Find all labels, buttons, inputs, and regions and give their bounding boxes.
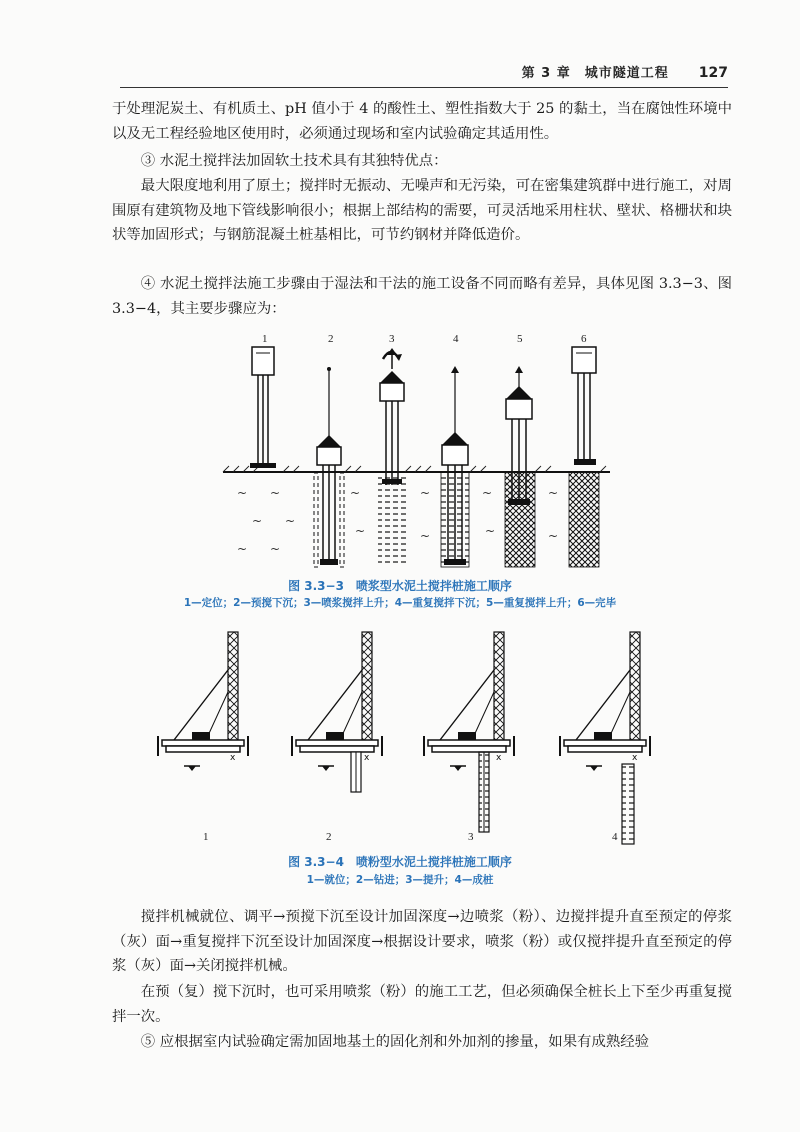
rig-step-6-complete <box>569 347 599 567</box>
svg-text:~: ~ <box>350 486 361 500</box>
fig1-step-label: 6 <box>581 333 587 345</box>
paragraph-dosage: ⑤ 应根据室内试验确定需加固地基土的固化剂和外加剂的掺量，如果有成熟经验 <box>140 1034 650 1050</box>
fig1-step-label: 4 <box>453 333 459 345</box>
fig2-step-label: 4 <box>612 831 618 843</box>
fig2-step-label: 2 <box>326 831 332 843</box>
chapter-title: 第 3 章 城市隧道工程 <box>521 66 669 81</box>
paragraph-procedure: 搅拌机械就位、调平→预搅下沉至设计加固深度→边喷浆（粉）、边搅拌提升直至预定的停浆（灰）面→重复搅拌下沉至设计加固深度→根据设计要求，喷浆（粉）或仅搅拌提升直至预定的停浆（灰）面→关闭搅拌机械。 <box>112 909 732 974</box>
rig-step-1-positioning <box>250 347 276 468</box>
fig2-step-label: 1 <box>203 831 209 843</box>
svg-text:~: ~ <box>482 486 493 500</box>
fig1-step-label: 5 <box>517 333 523 345</box>
figure-3-4-caption: 图 3.3−4 喷粉型水泥土搅拌桩施工顺序 <box>288 855 512 869</box>
svg-text:~: ~ <box>237 486 248 500</box>
svg-text:~: ~ <box>420 486 431 500</box>
page-number: 127 <box>698 65 728 81</box>
fig1-step-label: 1 <box>262 333 268 345</box>
paragraph-continued: 于处理泥炭土、有机质土、pH 值小于 4 的酸性土、塑性指数大于 25 的黏土，当在腐蚀性环境中以及无工程经验地区使用时，必须通过现场和室内试验确定其适用性。 <box>112 101 732 142</box>
svg-text:~: ~ <box>285 514 296 528</box>
header-rule <box>120 87 728 88</box>
fig1-step-label: 3 <box>389 333 395 345</box>
figure-3-4-dry-mixing-diagram: x 1 2 3 4 <box>0 628 800 848</box>
rig-step-4-repeat-descent <box>441 366 469 567</box>
fig2-step-label: 3 <box>468 831 474 843</box>
rig-dry-step-4-pile-formed <box>560 632 650 844</box>
figure-3-3-legend: 1—定位；2—预搅下沉；3—喷浆搅拌上升；4—重复搅拌下沉；5—重复搅拌上升；6—完毕 <box>183 597 617 609</box>
rig-step-3-jet-lift <box>378 348 406 567</box>
figure-3-4-legend: 1—就位；2—钻进；3—提升；4—成桩 <box>306 874 494 886</box>
paragraph-steps-intro: ④ 水泥土搅拌法施工步骤由于湿法和干法的施工设备不同而略有差异，具体见图 3.3−3、图 3.3−4，其主要步骤应为： <box>112 276 732 317</box>
svg-text:~: ~ <box>252 514 263 528</box>
rig-dry-step-3-lifting <box>424 632 514 832</box>
figure-3-3-caption: 图 3.3−3 喷浆型水泥土搅拌桩施工顺序 <box>288 579 512 593</box>
rig-dry-step-1-positioning <box>158 632 248 771</box>
svg-text:~: ~ <box>485 524 496 538</box>
rig-step-2-descent <box>314 367 344 567</box>
svg-text:~: ~ <box>270 542 281 556</box>
paragraph-premix-note: 在预（复）搅下沉时，也可采用喷浆（粉）的施工工艺，但必须确保全桩长上下至少再重复搅拌一次。 <box>112 984 732 1025</box>
svg-text:~: ~ <box>548 486 559 500</box>
page-header <box>120 62 728 81</box>
paragraph-advantages-heading: ③ 水泥土搅拌法加固软土技术具有其独特优点： <box>140 153 448 169</box>
rig-dry-step-2-drilling <box>292 632 382 792</box>
paragraph-advantages: 最大限度地利用了原土；搅拌时无振动、无噪声和无污染，可在密集建筑群中进行施工，对周围原有建筑物及地下管线影响很小；根据上部结构的需要，可灵活地采用柱状、壁状、格栅状和块状等加固形式；与钢筋混凝土桩基相比，可节约钢材并降低造价。 <box>112 178 732 243</box>
figure-3-3-wet-mixing-diagram <box>0 325 800 570</box>
svg-text:~: ~ <box>548 529 559 543</box>
svg-text:~: ~ <box>270 486 281 500</box>
svg-text:~: ~ <box>237 542 248 556</box>
rig-step-5-repeat-lift <box>505 366 535 567</box>
fig1-step-label: 2 <box>328 333 334 345</box>
svg-text:~: ~ <box>420 529 431 543</box>
svg-text:~: ~ <box>355 524 366 538</box>
